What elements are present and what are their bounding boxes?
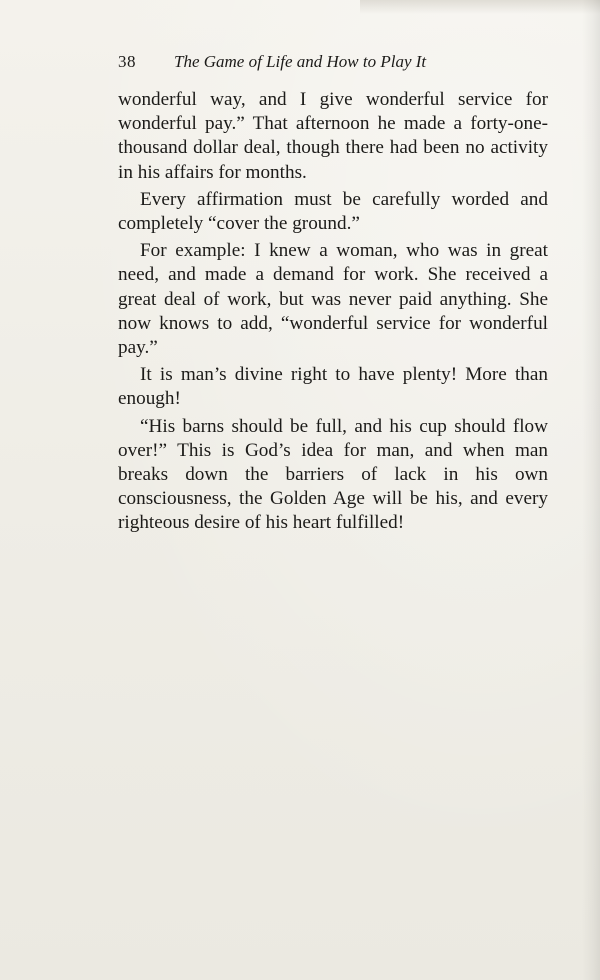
page-number: 38 <box>118 52 136 71</box>
page-header <box>118 52 558 76</box>
paragraph: wonderful way, and I give wonderful service for wonderful pay.” That afternoon he made a forty-one-thousand dollar deal, though there had been no activity in his affairs for months. <box>118 89 548 183</box>
body-text <box>118 88 548 539</box>
page-edge-shadow <box>582 0 600 980</box>
paragraph: Every affirmation must be carefully worded and completely “cover the ground.” <box>118 188 548 235</box>
paragraph: “His barns should be full, and his cup should flow over!” This is God’s idea for man, and when man breaks down the barriers of lack in his own consciousness, the Golden Age will be his, and every righteous desire of his heart fulfilled! <box>118 415 548 534</box>
paragraph: It is man’s divine right to have plenty! More than enough! <box>118 364 548 410</box>
page-top-shadow <box>360 0 600 14</box>
running-title: The Game of Life and How to Play It <box>174 52 427 71</box>
paragraph: For example: I knew a woman, who was in great need, and made a demand for work. She received a great deal of work, but was never paid anything. She now knows to add, “wonderful service for wonderful pay.” <box>118 240 548 359</box>
